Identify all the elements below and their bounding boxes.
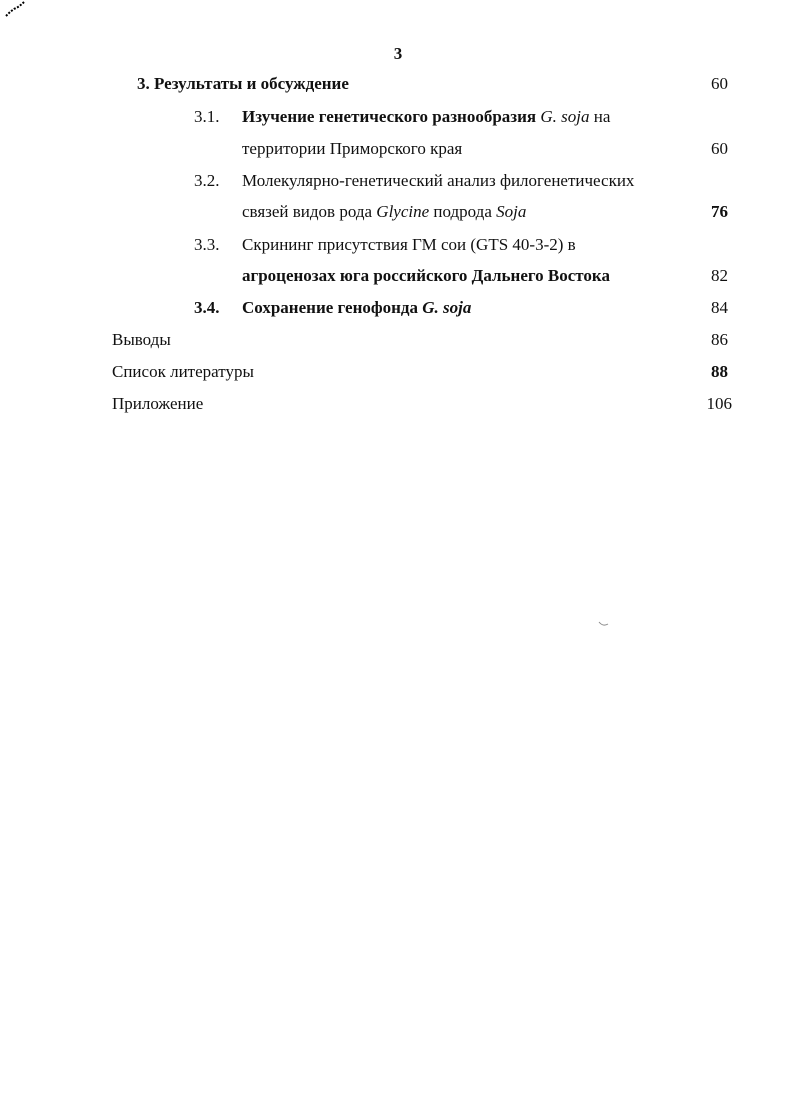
toc-entry-3-2-genus: Glycine xyxy=(376,202,430,221)
toc-entry-3-3-page: 82 xyxy=(711,266,728,285)
toc-entry-3-3-title-line2: агроценозах юга российского Дальнего Востока xyxy=(242,266,610,285)
toc-entry-3-4-text-a: Сохранение генофонда xyxy=(242,298,423,317)
page-number: 3 xyxy=(393,44,403,63)
toc-entry-3-1-title-line1 xyxy=(242,105,610,129)
toc-entry-3-2-page: 76 xyxy=(711,202,728,221)
toc-entry-3-page: 60 xyxy=(711,74,728,93)
toc-entry-3-1-number: 3.1. xyxy=(194,107,220,126)
toc-entry-3-3-number: 3.3. xyxy=(194,235,220,254)
toc-entry-3-2-title-line2 xyxy=(242,200,526,224)
toc-entry-appendix-title: Приложение xyxy=(112,394,204,413)
toc-entry-3-1-page: 60 xyxy=(711,139,728,158)
toc-entry-3-4-title xyxy=(242,296,471,320)
toc-entry-3-title xyxy=(137,72,349,96)
toc-entry-3-1-species: G. soja xyxy=(540,107,590,126)
toc-entry-3-4-number: 3.4. xyxy=(194,298,220,317)
toc-entry-references-page: 88 xyxy=(711,362,728,381)
toc-entry-3-2-subgenus: Soja xyxy=(496,202,527,221)
scan-speck-artifact xyxy=(598,620,610,628)
toc-entry-3-2-text-a: связей видов рода xyxy=(242,202,377,221)
toc-entry-3-2-text-b: подрода xyxy=(429,202,497,221)
toc-entry-3-1-title-line2: территории Приморского края xyxy=(242,139,463,158)
toc-entry-appendix-page: 106 xyxy=(706,394,732,413)
toc-entry-3-number: 3. xyxy=(137,74,150,93)
scan-mark-artifact xyxy=(4,0,26,18)
toc-entry-3-1-text-a: Изучение генетического разнообразия xyxy=(242,107,541,126)
toc-entry-3-4-page: 84 xyxy=(711,298,728,317)
toc-entry-3-2-number: 3.2. xyxy=(194,171,220,190)
toc-entry-3-3-title-line1: Скрининг присутствия ГМ сои (GTS 40-3-2) в xyxy=(242,235,576,254)
toc-entry-3-2-title-line1: Молекулярно-генетический анализ филогенетических xyxy=(242,171,635,190)
toc-entry-3-text: Результаты и обсуждение xyxy=(154,74,349,93)
toc-entry-references-title: Список литературы xyxy=(112,362,254,381)
toc-entry-conclusions-page: 86 xyxy=(711,330,728,349)
toc-entry-3-4-species: G. soja xyxy=(422,298,472,317)
toc-entry-3-1-text-b: на xyxy=(589,107,611,126)
toc-entry-conclusions-title: Выводы xyxy=(112,330,171,349)
